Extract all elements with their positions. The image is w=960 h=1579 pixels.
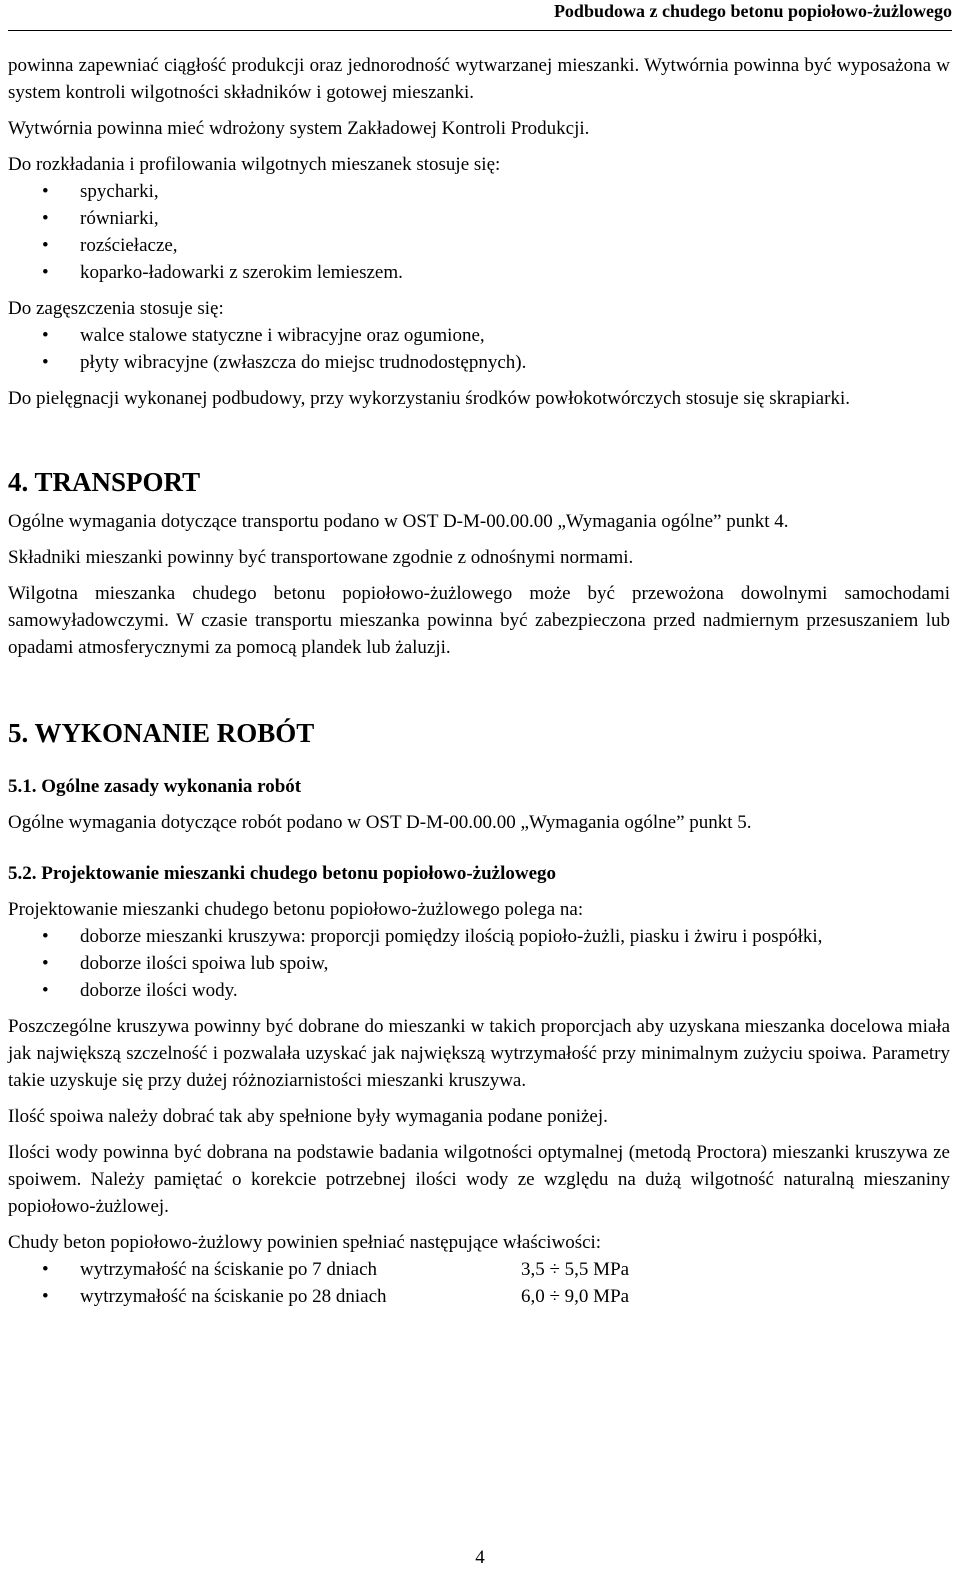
list-item: • spycharki,: [8, 178, 950, 205]
paragraph: Projektowanie mieszanki chudego betonu popiołowo-żużlowego polega na:: [8, 899, 584, 920]
section-heading-transport: 4. TRANSPORT: [8, 467, 201, 497]
paragraph: Ilości wody powinna być dobrana na podstawie badania wilgotności optymalnej (metodą Proctora) mieszanki kruszywa ze spoiwem. Należy pamiętać o korekcie potrzebnej ilości wody ze względu na dużą wilgotność naturalną mieszaniny popiołowo-żużlowej.: [8, 1142, 950, 1217]
page-body: [8, 52, 950, 1319]
header-title: Podbudowa z chudego betonu popiołowo-żużlowego: [553, 1, 952, 21]
paragraph: Poszczególne kruszywa powinny być dobrane do mieszanki w takich proporcjach aby uzyskana mieszanka docelowa miała jak największą szczelność i pozwalała uzyskać jak największą wytrzymałość przy minimalnym zużyciu spoiwa. Parametry takie uzyskuje się przy dużej różnoziarnistości mieszanki kruszywa.: [8, 1016, 950, 1091]
list-item: • walce stalowe statyczne i wibracyjne oraz ogumione,: [8, 322, 950, 349]
paragraph: powinna zapewniać ciągłość produkcji oraz jednorodność wytwarzanej mieszanki. Wytwórnia powinna być wyposażona w system kontroli wilgotności składników i gotowej mieszanki.: [8, 55, 950, 103]
paragraph: Do pielęgnacji wykonanej podbudowy, przy wykorzystaniu środków powłokotwórczych stosuje się skrapiarki.: [8, 388, 850, 409]
property-item: [8, 1256, 950, 1283]
design-list: [8, 923, 950, 1004]
list-item: • doborze ilości spoiwa lub spoiw,: [8, 950, 950, 977]
paragraph: Wytwórnia powinna mieć wdrożony system Zakładowej Kontroli Produkcji.: [8, 118, 590, 139]
section-heading-execution: 5. WYKONANIE ROBÓT: [8, 718, 315, 748]
property-value: 3,5 ÷ 5,5 MPa: [521, 1259, 630, 1280]
subsection-heading-5-2: 5.2. Projektowanie mieszanki chudego betonu popiołowo-żużlowego: [8, 863, 557, 884]
list-item: • rozściełacze,: [8, 232, 950, 259]
property-label: wytrzymałość na ściskanie po 7 dniach: [80, 1259, 378, 1280]
paragraph: Ogólne wymagania dotyczące transportu podano w OST D-M-00.00.00 „Wymagania ogólne” punkt 4.: [8, 511, 789, 532]
paragraph: Wilgotna mieszanka chudego betonu popiołowo-żużlowego może być przewożona dowolnymi samochodami samowyładowczymi. W czasie transportu mieszanka powinna być zabezpieczona przed nadmiernym przesuszaniem lub opadami atmosferycznymi za pomocą plandek lub żaluzji.: [8, 583, 950, 658]
paragraph: Składniki mieszanki powinny być transportowane zgodnie z odnośnymi normami.: [8, 547, 634, 568]
paragraph: Ilość spoiwa należy dobrać tak aby spełnione były wymagania podane poniżej.: [8, 1106, 608, 1127]
compaction-list: [8, 322, 950, 376]
paragraph: Ogólne wymagania dotyczące robót podano w OST D-M-00.00.00 „Wymagania ogólne” punkt 5.: [8, 812, 752, 833]
subsection-heading-5-1: 5.1. Ogólne zasady wykonania robót: [8, 776, 302, 797]
list-item: • równiarki,: [8, 205, 950, 232]
list-item: • doborze mieszanki kruszywa: proporcji pomiędzy ilością popioło-żużli, piasku i żwiru i pospółki,: [8, 923, 950, 950]
list-item: • koparko-ładowarki z szerokim lemieszem.: [8, 259, 950, 286]
page-number: 4: [475, 1547, 485, 1568]
list-item: • płyty wibracyjne (zwłaszcza do miejsc trudnodostępnych).: [8, 349, 950, 376]
equipment-list: [8, 178, 950, 286]
properties-list: [8, 1256, 950, 1310]
list-item: • doborze ilości wody.: [8, 977, 950, 1004]
paragraph: Do rozkładania i profilowania wilgotnych mieszanek stosuje się:: [8, 154, 501, 175]
running-header: [8, 0, 952, 31]
paragraph: Chudy beton popiołowo-żużlowy powinien spełniać następujące właściwości:: [8, 1232, 602, 1253]
paragraph: Do zagęszczenia stosuje się:: [8, 298, 224, 319]
property-label: wytrzymałość na ściskanie po 28 dniach: [80, 1286, 387, 1307]
property-item: [8, 1283, 950, 1310]
property-value: 6,0 ÷ 9,0 MPa: [521, 1286, 630, 1307]
